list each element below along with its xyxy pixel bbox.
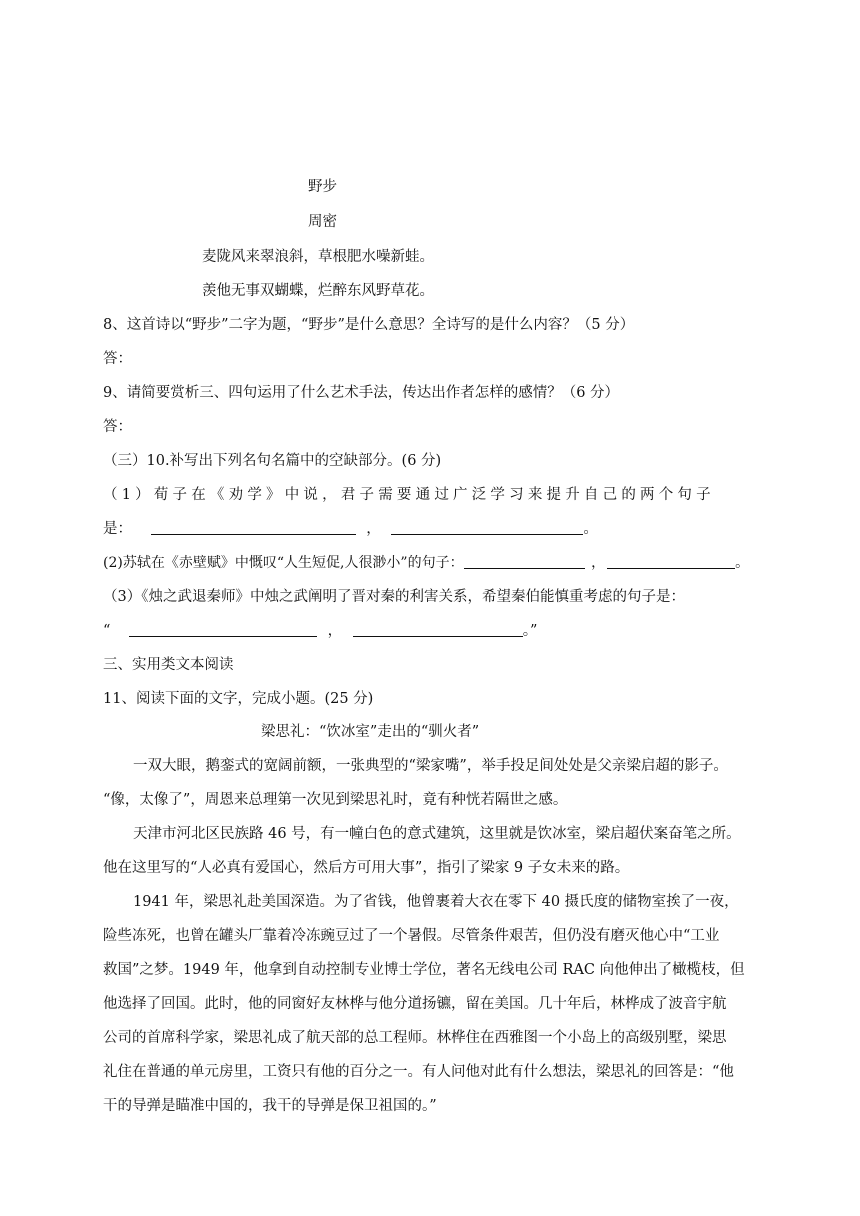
question-10-item-1: （1）荀子在《劝学》中说，君子需要通过广泛学习来提升自己的两个句子 [103, 487, 715, 503]
fill-blank[interactable] [391, 519, 583, 535]
item-1-comma: ， [366, 521, 381, 537]
article-line-1: 一双大眼，鹅銮式的宽阔前额，一张典型的“梁家嘴”，举手投足间处处是父亲梁启超的影子。 [133, 758, 728, 774]
fill-blank[interactable] [353, 621, 523, 637]
item-1-end: 。 [583, 521, 598, 537]
poem-author: 周密 [308, 214, 337, 230]
poem-line-2: 羡他无事双蝴蝶，烂醉东风野草花。 [202, 283, 434, 299]
question-10-item-3-blanks [103, 621, 537, 641]
article-line-5: 1941 年，梁思礼赴美国深造。为了省钱，他曾裹着大衣在零下 40 摄氏度的储物室挨了一夜， [133, 894, 739, 910]
item-3-open: “ [103, 623, 111, 639]
article-line-3: 天津市河北区民族路 46 号，有一幢白色的意式建筑，这里就是饮冰室，梁启超伏案奋笔之所。 [133, 826, 741, 842]
item-1-lead: 是： [103, 521, 132, 537]
question-10-item-1-blanks [103, 519, 598, 539]
article-line-10: 礼住在普通的单元房里，工资只有他的百分之一。有人问他对此有什么想法，梁思礼的回答是：“他 [103, 1064, 734, 1080]
answer-8-label: 答： [103, 351, 132, 367]
question-11: 11、阅读下面的文字，完成小题。(25 分) [103, 691, 374, 707]
fill-blank[interactable] [464, 553, 585, 569]
fill-blank[interactable] [129, 621, 317, 637]
poem-line-1: 麦陇风来翠浪斜，草根肥水噪新蛙。 [202, 249, 434, 265]
question-10-item-3: （3）《烛之武退秦师》中烛之武阐明了晋对秦的利害关系，希望秦伯能慎重考虑的句子是： [103, 589, 685, 605]
article-title: 梁思礼：“饮冰室”走出的“驯火者” [261, 724, 480, 740]
article-line-7: 救国”之梦。1949 年，他拿到自动控制专业博士学位，著名无线电公司 RAC 向他伸出了橄榄枝，但 [103, 962, 745, 978]
question-9: 9、请简要赏析三、四句运用了什么艺术手法，传达出作者怎样的感情？（6 分） [103, 385, 620, 401]
poem-title: 野步 [308, 179, 337, 195]
article-line-8: 他选择了回国。此时，他的同窗好友林桦与他分道扬镳，留在美国。几十年后，林桦成了波音宇航 [103, 996, 727, 1012]
article-line-9: 公司的首席科学家，梁思礼成了航天部的总工程师。林桦住在西雅图一个小岛上的高级别墅，梁思 [103, 1030, 727, 1046]
answer-9-label: 答： [103, 419, 132, 435]
item-3-end: 。” [522, 623, 538, 639]
item-2-end: 。 [735, 555, 750, 571]
item-3-comma: ， [327, 623, 343, 639]
section-3-heading: 三、实用类文本阅读 [103, 657, 234, 673]
item-2-comma: ， [591, 555, 606, 571]
article-line-2: “像，太像了”，周恩来总理第一次见到梁思礼时，竟有种恍若隔世之感。 [103, 792, 568, 808]
fill-blank[interactable] [151, 519, 356, 535]
question-8: 8、这首诗以“野步”二字为题，“野步”是什么意思？全诗写的是什么内容？（5 分） [103, 317, 635, 333]
article-line-6: 险些冻死，也曾在罐头厂靠着冷冻豌豆过了一个暑假。尽管条件艰苦，但仍没有磨灭他心中“工业 [103, 928, 720, 944]
article-line-4: 他在这里写的“人必真有爱国心，然后方可用大事”，指引了梁家 9 子女未来的路。 [103, 860, 630, 876]
fill-blank[interactable] [607, 553, 735, 569]
article-line-11: 干的导弹是瞄准中国的，我干的导弹是保卫祖国的。” [103, 1098, 437, 1114]
question-10-heading: （三）10.补写出下列名句名篇中的空缺部分。(6 分) [103, 453, 442, 469]
item-2-text: (2)苏轼在《赤壁赋》中慨叹“人生短促,人很渺小”的句子： [103, 555, 464, 571]
question-10-item-2 [103, 553, 749, 573]
